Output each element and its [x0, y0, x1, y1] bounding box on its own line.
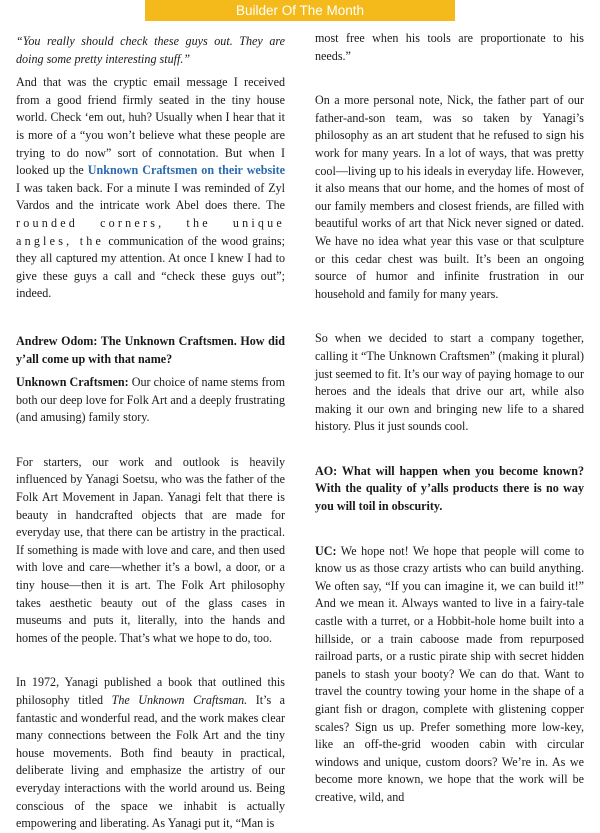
paragraph-1972: In 1972, Yanagi published a book that outlined this philosophy titled The Unknown Craftsman. It’s a fantastic and wonderful read, and the work makes clear many connections between the Folk Art and the tiny house movements. Both find beauty in practical, deliberate living and emphasize the artistry of our everyday interactions with the world around us. Being conscious of the space we inhabit is actually empowering and liberating. As Yanagi put it, “Man is — [16, 675, 286, 831]
question-2: AO: What will happen when you become known? With the quality of y’alls products there is no way you will toil in obscurity. — [315, 463, 584, 514]
answer-2: UC: We hope not! We hope that people will come to know us as those crazy artists who can build anything. We often say, “If you can imagine it, we can build it!” And we mean it. Always wanted to live in a fairy-tale castle with a turret, or a Hobbit-hole home built into a hillside, or a train caboose made from repurposed railroad parts, or a rustic pirate ship with secret hidden panels to stash your booty? We can do that. Want to travel the country towing your home in the shape of a giant fish or dragon, complete with glistening copper scales? Sign us up. Prefer something more low-key, like an off-the-grid wooden cabin with circular windows and unique, custom doors? We’re in. As we become more known, we hope that the work will be creative, wild, and — [315, 543, 584, 804]
paragraph-continued: most free when his tools are proportionate to his needs.” — [315, 31, 584, 63]
book-title: The Unknown Craftsman. — [111, 693, 248, 707]
left-column — [16, 33, 285, 833]
intro-quote: “You really should check these guys out. They are doing some pretty interesting stuff.” — [16, 34, 285, 66]
right-column — [315, 30, 584, 807]
answer-1: Unknown Craftsmen: Our choice of name stems from both our deep love for Folk Art and a deeply frustrating (and amusing) family story. — [16, 375, 286, 425]
intro-paragraph: And that was the cryptic email message I received from a good friend firmly seated in the tiny house world. Check ‘em out, huh? Usually when I hear that it is more of a “you won’t believe what these people are trying to do now” sort of connotation. But when I looked up the Unknown Craftsmen on their website I was taken back. For a minute I was reminded of Zyl Vardos and the intricate work Abel does there. The rounded corners, the unique angles, the communication of the wood grains; they all captured my attention. At once I knew I had to give these guys a call and “check these guys out”; indeed. — [16, 75, 285, 301]
unknown-craftsmen-website-link[interactable]: Unknown Craftsmen on their website — [87, 163, 285, 178]
paragraph-nick: On a more personal note, Nick, the father part of our father-and-son team, was so taken by Yanagi’s philosophy as an art student that he refused to sign his work for many years. In a lot of ways, that was pretty cool—living up to his ideals in everyday life. However, it also means that our home, and the homes of most of our family members and closest friends, are filled with beautiful works of art that Nick never signed or dated. We have no idea what year this vase or that sculpture or this cedar chest was built. It’s been an ongoing source of humor and infinite frustration in our household and family for many years. — [315, 93, 584, 301]
speaker-label: UC: — [315, 543, 337, 558]
section-banner — [145, 0, 455, 21]
speaker-label: Unknown Craftsmen: — [16, 375, 129, 390]
question-1: Andrew Odom: The Unknown Craftsmen. How did y’all come up with that name? — [16, 333, 285, 366]
banner-title: Builder Of The Month — [235, 3, 365, 18]
paragraph-folk-art: For starters, our work and outlook is heavily influenced by Yanagi Soetsu, who was the father of the Folk Art Movement in Japan. Yanagi felt that there is beauty in handcrafted objects that are made for everyday use, that there can be artistry in the practical. If something is made with love and care, and then used with love and care—whether it’s a bowl, a door, or a tiny house—then it is art. The Folk Art philosophy takes aesthetic beauty out of the glass cases in museums and puts it, literally, into the hands and homes of the people. That’s what we hope to do, too. — [16, 454, 285, 645]
paragraph-company-name: So when we decided to start a company together, calling it “The Unknown Craftsmen” (making it plural) just seemed to fit. It’s our way of paying homage to our heroes and the ideals that drive our art, while also making it our own and bringing new life to a shared history. Plus it just sounds cool. — [315, 331, 584, 434]
